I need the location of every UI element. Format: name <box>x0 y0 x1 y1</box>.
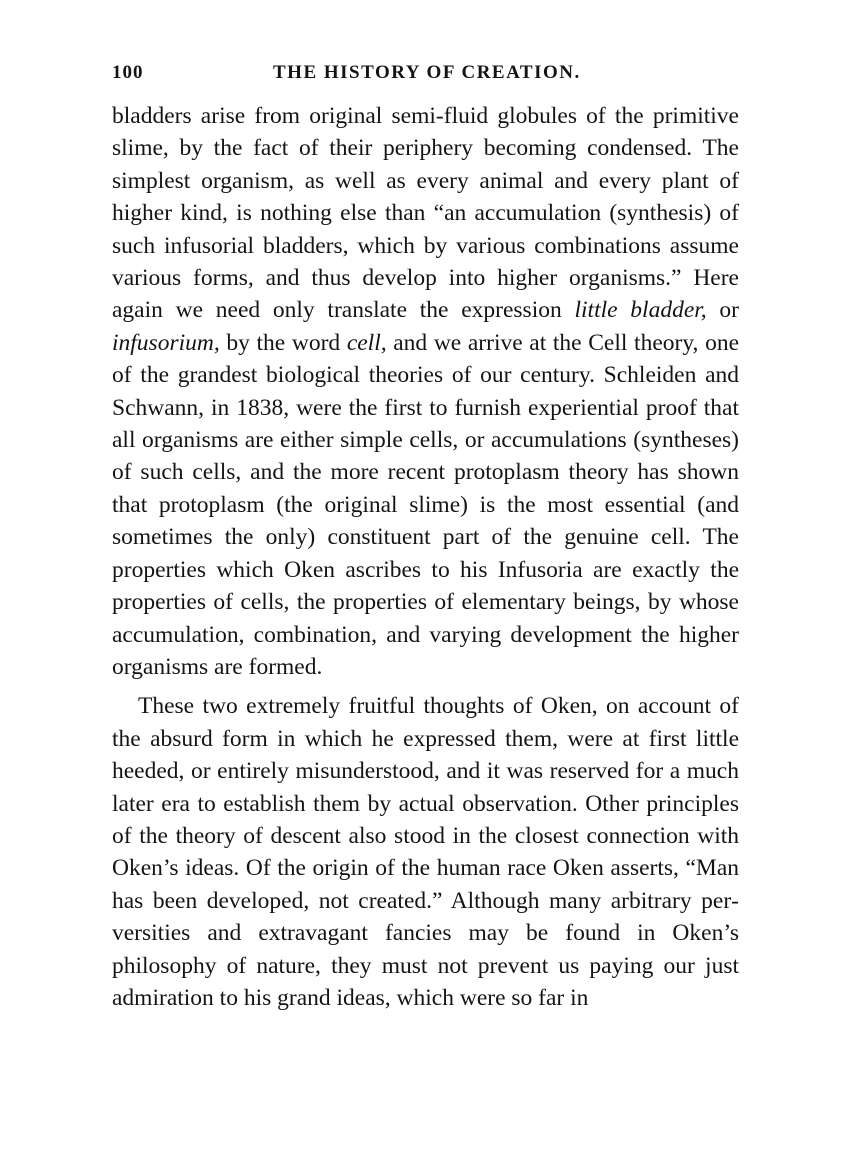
text-segment: by the word <box>219 329 347 356</box>
running-head <box>112 58 740 88</box>
paragraph-continued <box>112 100 739 683</box>
text-segment: or <box>706 297 740 324</box>
text-segment: These two extremely fruitful thoughts of Oken, on account of the absurd form in which he expressed them, were at first little heeded, or entirely misunderstood, and it was reserved for a much later era to establish them by actual observation. Other principles of the theory of descent also stood in the closest connection with Oken’s ideas. Of the origin of the human race Oken asserts, “Man has been developed, not created.” Although many arbitrary perversities and extravagant fancies may be found in Oken’s philosophy of nature, they must not prevent us paying our just admiration to his grand ideas, which were so far in <box>112 693 739 1011</box>
page-number: 100 <box>112 62 144 83</box>
running-title: THE HISTORY OF CREATION. <box>273 62 581 83</box>
italic-term: infusorium, <box>112 329 220 356</box>
text-segment: bladders arise from original semi-fluid globules of the primitive slime, by the fact of their periphery becoming condensed. The simplest organism, as well as every animal and every plant of higher kind, is nothing else than “an accumulation (synthesis) of such infusorial bladders, which by various combinations assume various forms, and thus develop into higher organisms.” Here again we need only translate the expression <box>112 103 739 324</box>
body-text <box>112 100 739 1014</box>
text-segment: and we arrive at the Cell theory, one of the grandest biological theories of our century. Schleiden and Schwann, in 1838, were the first to furnish experiential proof that all organisms are either simple cells, or accumulations (syntheses) of such cells, and the more recent protoplasm theory has shown that protoplasm (the original slime) is the most essential (and sometimes the only) constituent part of the genuine cell. The properties which Oken ascribes to his Infusoria are exactly the properties of cells, the properties of elementary beings, by whose accumulation, combination, and varying development the higher organisms are formed. <box>112 329 739 680</box>
italic-term: little bladder, <box>574 297 707 324</box>
italic-term: cell, <box>346 329 387 356</box>
paragraph-new <box>112 690 739 1014</box>
